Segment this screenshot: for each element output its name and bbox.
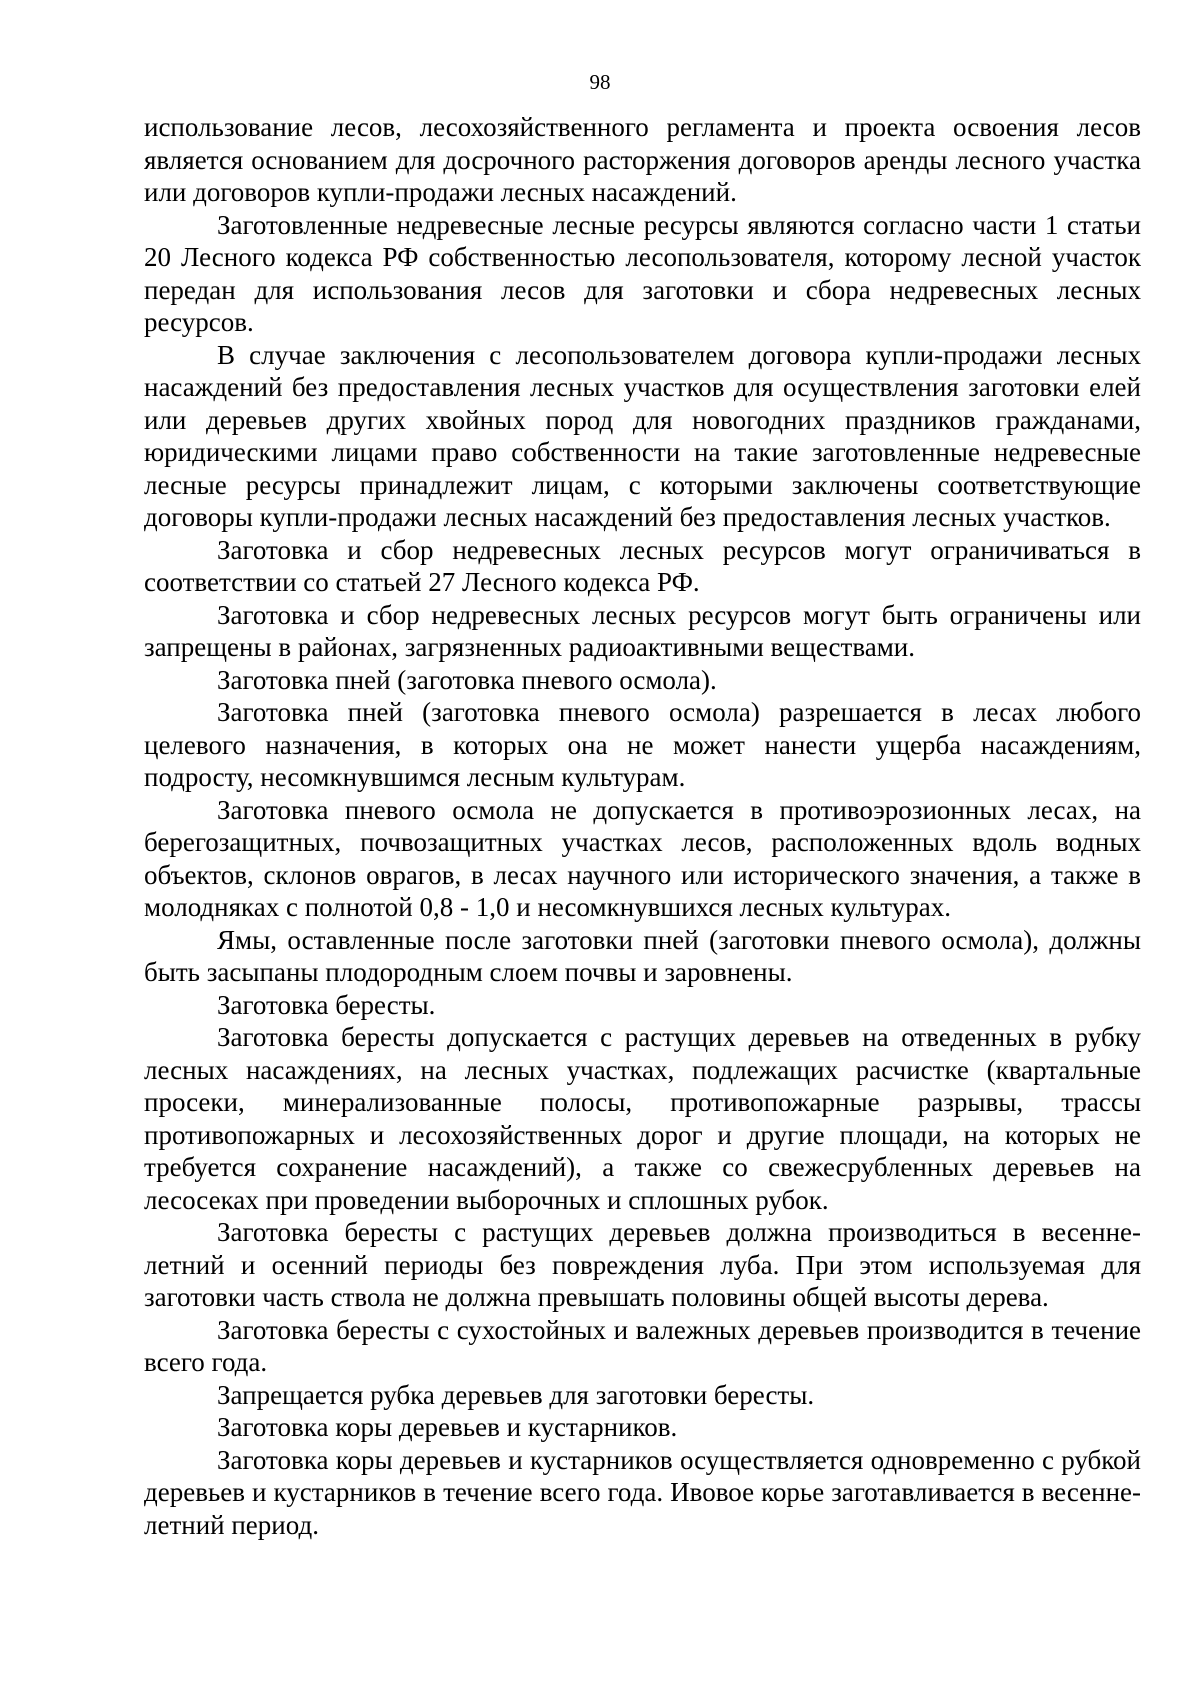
paragraph: Заготовка бересты с сухостойных и валежных деревьев производится в течение всего года. [144,1314,1141,1377]
paragraph: Заготовка и сбор недревесных лесных ресурсов могут ограничиваться в соответствии со статьей 27 Лесного кодекса РФ. [144,534,1141,597]
paragraph: Ямы, оставленные после заготовки пней (заготовки пневого осмола), должны быть засыпаны плодородным слоем почвы и заровнены. [144,924,1141,987]
paragraph: Запрещается рубка деревьев для заготовки бересты. [217,1379,815,1410]
body-text [144,111,1141,1541]
paragraph: Заготовка пней (заготовка пневого осмола) разрешается в лесах любого целевого назначения, в которых она не может нанести ущерба насаждениям, подросту, несомкнувшимся лесным культурам. [144,697,1141,792]
paragraph: Заготовка и сбор недревесных лесных ресурсов могут быть ограничены или запрещены в районах, загрязненных радиоактивными веществами. [144,599,1141,662]
page-number: 98 [589,70,611,94]
section-heading-stumps: Заготовка пней (заготовка пневого осмола). [217,664,717,695]
paragraph: Заготовка коры деревьев и кустарников осуществляется одновременно с рубкой деревьев и кустарников в течение всего года. Ивовое корье заготавливается в весенне-летний период. [144,1444,1141,1540]
paragraph-continuation: использование лесов, лесохозяйственного регламента и проекта освоения лесов является основанием для досрочного расторжения договоров аренды лесного участка или договоров купли-продажи лесных насаждений. [144,112,1141,207]
paragraph: Заготовка бересты допускается с растущих деревьев на отведенных в рубку лесных насаждениях, на лесных участках, подлежащих расчистке (квартальные просеки, минерализованные полосы, противопожарные разрывы, трассы противопожарных и лесохозяйственных дорог и другие площади, на которых не требуется сохранение насаждений), а также со свежесрубленных деревьев на лесосеках при проведении выборочных и сплошных рубок. [144,1022,1141,1215]
section-heading-bark: Заготовка коры деревьев и кустарников. [217,1412,678,1442]
paragraph: Заготовка бересты с растущих деревьев должна производиться в весенне-летний и осенний периоды без повреждения луба. При этом используемая для заготовки часть ствола не должна превышать половины общей высоты дерева. [144,1217,1141,1312]
paragraph: Заготовленные недревесные лесные ресурсы являются согласно части 1 статьи 20 Лесного кодекса РФ собственностью лесопользователя, которому лесной участок передан для использования лесов для заготовки и сбора недревесных лесных ресурсов. [144,209,1141,337]
section-heading-birch-bark: Заготовка бересты. [217,989,436,1020]
paragraph: В случае заключения с лесопользователем договора купли-продажи лесных насаждений без предоставления лесных участков для осуществления заготовки елей или деревьев других хвойных пород для новогодних праздников гражданами, юридическими лицами право собственности на такие заготовленные недревесные лесные ресурсы принадлежит лицам, с которыми заключены соответствующие договоры купли-продажи лесных насаждений без предоставления лесных участков. [144,339,1141,532]
paragraph: Заготовка пневого осмола не допускается в противоэрозионных лесах, на берегозащитных, почвозащитных участках лесов, расположенных вдоль водных объектов, склонов оврагов, в лесах научного или исторического значения, а также в молодняках с полнотой 0,8 - 1,0 и несомкнувшихся лесных культурах. [144,794,1141,922]
